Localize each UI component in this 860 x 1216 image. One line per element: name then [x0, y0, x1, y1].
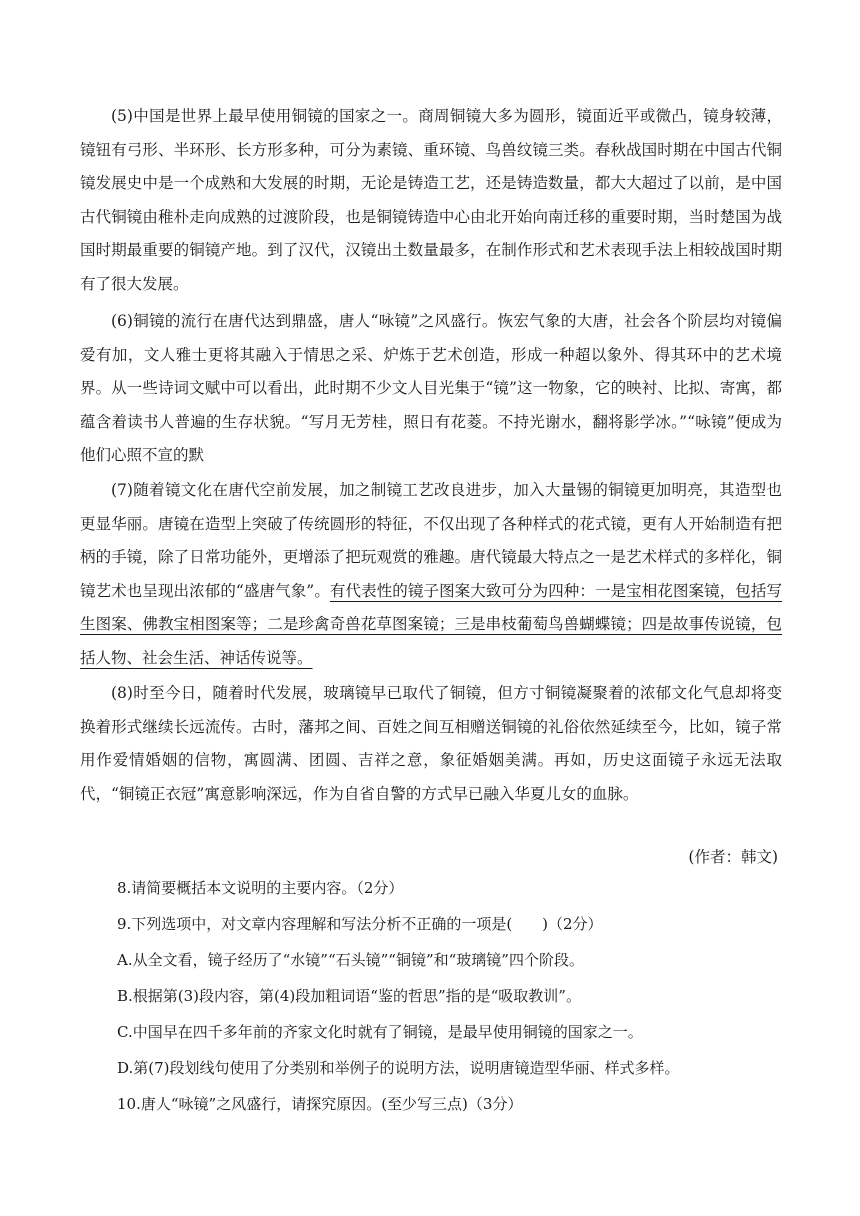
option-a: A.从全文看，镜子经历了“水镜”“石头镜”“铜镜”和“玻璃镜”四个阶段。: [117, 951, 584, 969]
question-8: 8.请简要概括本文说明的主要内容。（2分）: [117, 879, 404, 897]
paragraph-5: (5)中国是世界上最早使用铜镜的国家之一。商周铜镜大多为圆形，镜面近平或微凸，镜身较薄，镜钮有弓形、半环形、长方形多种，可分为素镜、重环镜、鸟兽纹镜三类。春秋战国时期在中国古代铜镜发展史中是一个成熟和大发展的时期，无论是铸造工艺，还是铸造数量，都大大超过了以前，是中国古代铜镜由稚朴走向成熟的过渡阶段，也是铜镜铸造中心由北开始向南迁移的重要时期，当时楚国为战国时期最重要的铜镜产地。到了汉代，汉镜出土数量最多，在制作形式和艺术表现手法上相较战国时期有了很大发展。: [80, 107, 782, 293]
paragraph-7-underlined-sentence: 有代表性的镜子图案大致可分为四种：一是宝相花图案镜，包括写生图案、佛教宝相图案等；二是珍禽奇兽花草图案镜；三是串枝葡萄鸟兽蝴蝶镜；四是故事传说镜，包括人物、社会生活、神话传说等。: [80, 581, 782, 667]
paragraph-7: [80, 474, 782, 675]
option-d: D.第(7)段划线句使用了分类别和举例子的说明方法，说明唐镜造型华丽、样式多样。: [117, 1059, 680, 1077]
option-c: C.中国早在四千多年前的齐家文化时就有了铜镜，是最早使用铜镜的国家之一。: [117, 1023, 643, 1041]
author-credit: (作者：韩文): [688, 848, 778, 866]
paragraph-6: (6)铜镜的流行在唐代达到鼎盛，唐人“咏镜”之风盛行。恢宏气象的大唐，社会各个阶层均对镜偏爱有加，文人雅士更将其融入于情思之采、炉炼于艺术创造，形成一种超以象外、得其环中的艺术境界。从一些诗词文赋中可以看出，此时期不少文人目光集于“镜”这一物象，它的映衬、比拟、寄寓，都蕴含着读书人普遍的生存状貌。“写月无芳桂，照日有花菱。不持光谢水，翻将影学冰。”“咏镜”便成为他们心照不宣的默: [80, 312, 782, 464]
question-10: 10.唐人“咏镜”之风盛行，请探究原因。(至少写三点)（3分）: [117, 1095, 523, 1113]
question-9: 9.下列选项中，对文章内容理解和写法分析不正确的一项是( )（2分）: [117, 915, 603, 933]
paragraph-8: (8)时至今日，随着时代发展，玻璃镜早已取代了铜镜，但方寸铜镜凝聚着的浓郁文化气息却将变换着形式继续长远流传。古时，藩邦之间、百姓之间互相赠送铜镜的礼俗依然延续至今，比如，镜子常用作爱情婚姻的信物，寓圆满、团圆、吉祥之意，象征婚姻美满。再如，历史这面镜子永远无法取代，“铜镜正衣冠”寓意影响深远，作为自省自警的方式早已融入华夏儿女的血脉。: [80, 684, 782, 803]
paragraph-7-text: (7)随着镜文化在唐代空前发展，加之制镜工艺改良进步，加入大量锡的铜镜更加明亮，其造型也更显华丽。唐镜在造型上突破了传统圆形的特征，不仅出现了各种样式的花式镜，更有人开始制造有把柄的手镜，除了日常功能外，更增添了把玩观赏的雅趣。唐代镜最大特点之一是艺术样式的多样化，铜镜艺术也呈现出浓郁的“盛唐气象”。: [80, 481, 782, 600]
option-b: B.根据第(3)段内容，第(4)段加粗词语“鉴的哲思”指的是“吸取教训”。: [117, 987, 581, 1005]
